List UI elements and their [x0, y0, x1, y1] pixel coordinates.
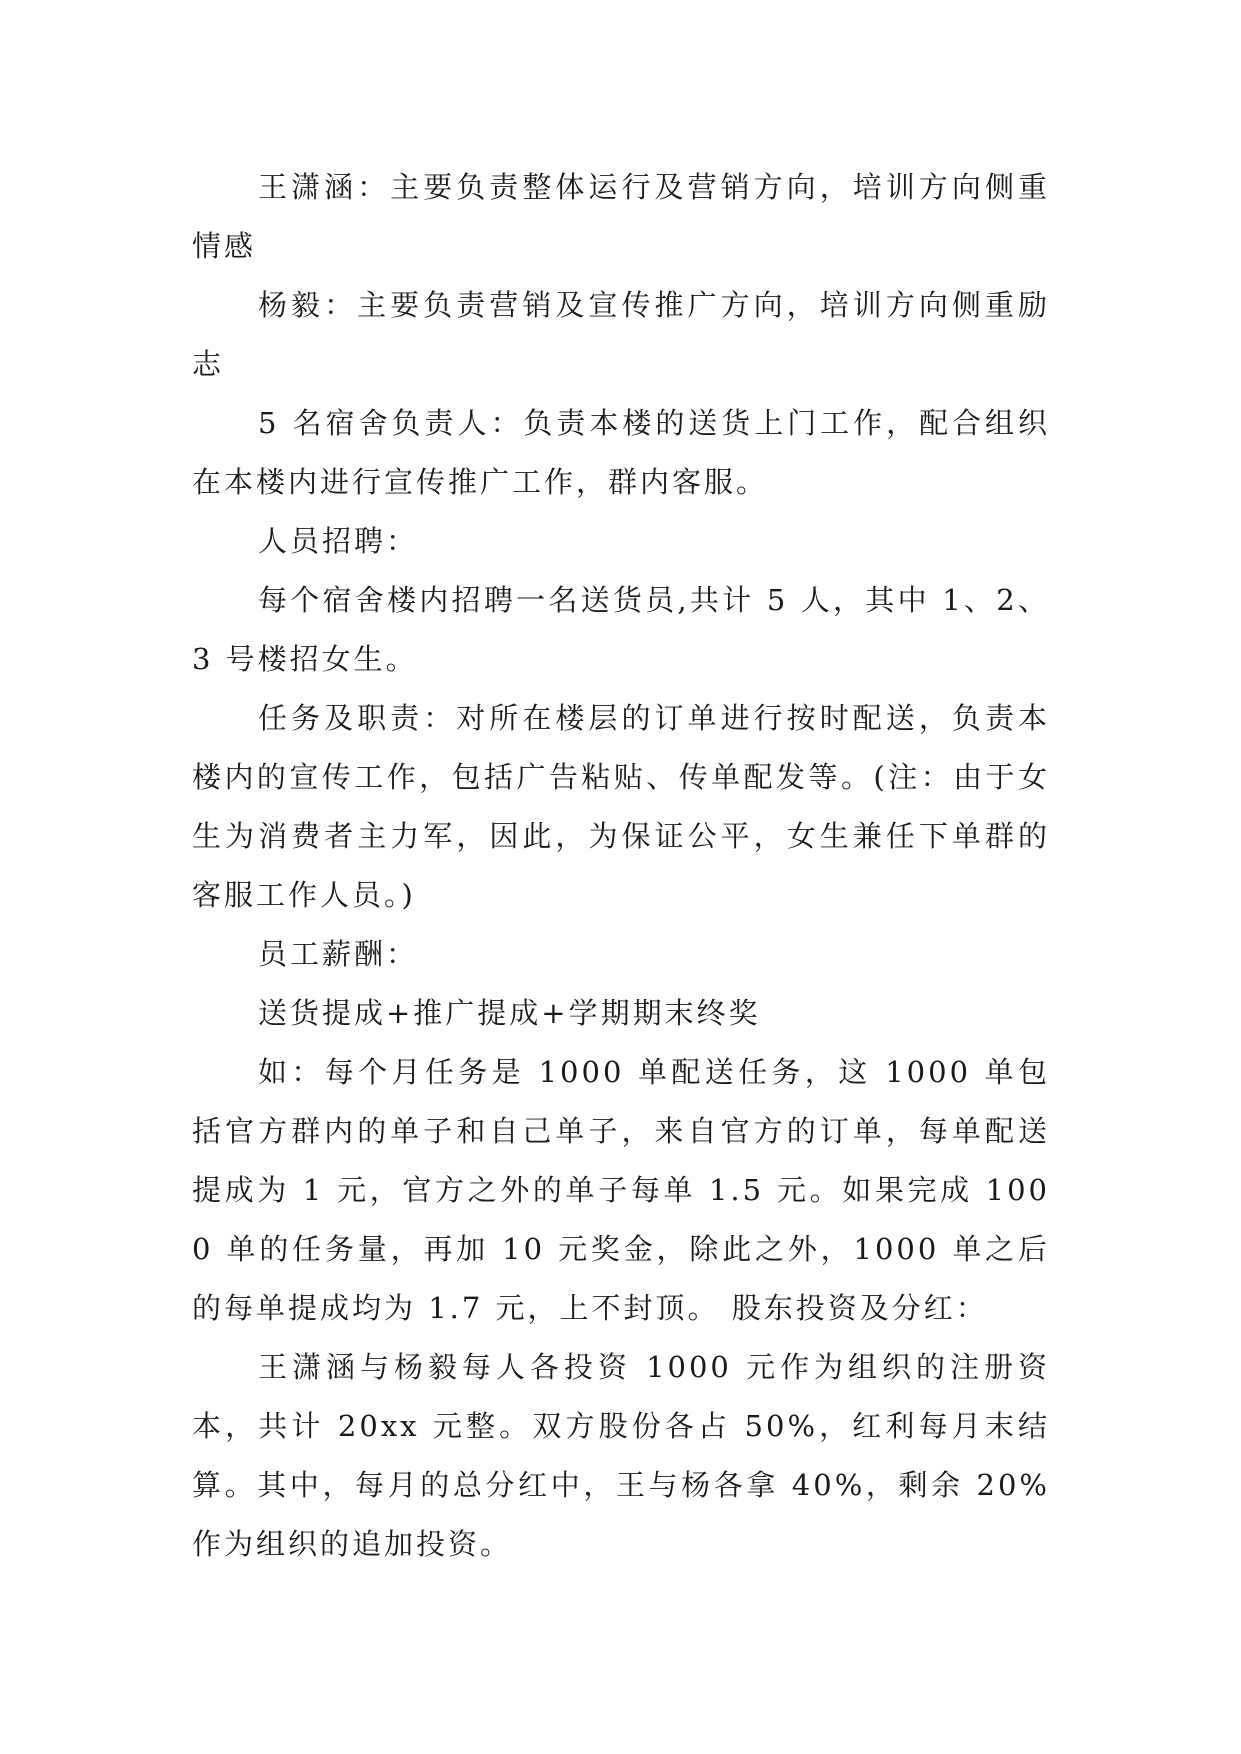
- paragraph-wang-role: 王潇涵：主要负责整体运行及营销方向，培训方向侧重情感: [192, 170, 1050, 263]
- paragraph-salary-heading: 员工薪酬：: [258, 937, 419, 971]
- paragraph-recruitment-heading: 人员招聘：: [258, 524, 419, 558]
- paragraph-recruitment: 每个宿舍楼内招聘一名送货员,共计 5 人，其中 1、2、3 号楼招女生。: [192, 583, 1050, 676]
- paragraph-yang-role: 杨毅：主要负责营销及宣传推广方向，培训方向侧重励志: [192, 288, 1050, 381]
- paragraph-duties: 任务及职责：对所在楼层的订单进行按时配送，负责本楼内的宣传工作，包括广告粘贴、传单配发等。(注：由于女生为消费者主力军，因此，为保证公平，女生兼任下单群的客服工作人员。): [192, 701, 1050, 912]
- paragraph-salary-example: 如：每个月任务是 1000 单配送任务，这 1000 单包括官方群内的单子和自己单子，来自官方的订单，每单配送提成为 1 元，官方之外的单子每单 1.5 元。如果完成 1000 单的任务量，再加 10 元奖金，除此之外，1000 单之后的每单提成均为 1.7 元，上不封顶。 股东投资及分红：: [192, 1055, 1050, 1325]
- paragraph-investment: 王潇涵与杨毅每人各投资 1000 元作为组织的注册资本，共计 20xx 元整。双方股份各占 50%，红利每月末结算。其中，每月的总分红中，王与杨各拿 40%，剩余 20%作为组织的追加投资。: [192, 1350, 1050, 1561]
- paragraph-salary-formula: 送货提成+推广提成+学期期末终奖: [258, 996, 761, 1030]
- paragraph-dorm-leads: 5 名宿舍负责人：负责本楼的送货上门工作，配合组织在本楼内进行宣传推广工作，群内客服。: [192, 406, 1050, 499]
- document-body: [192, 158, 1050, 1574]
